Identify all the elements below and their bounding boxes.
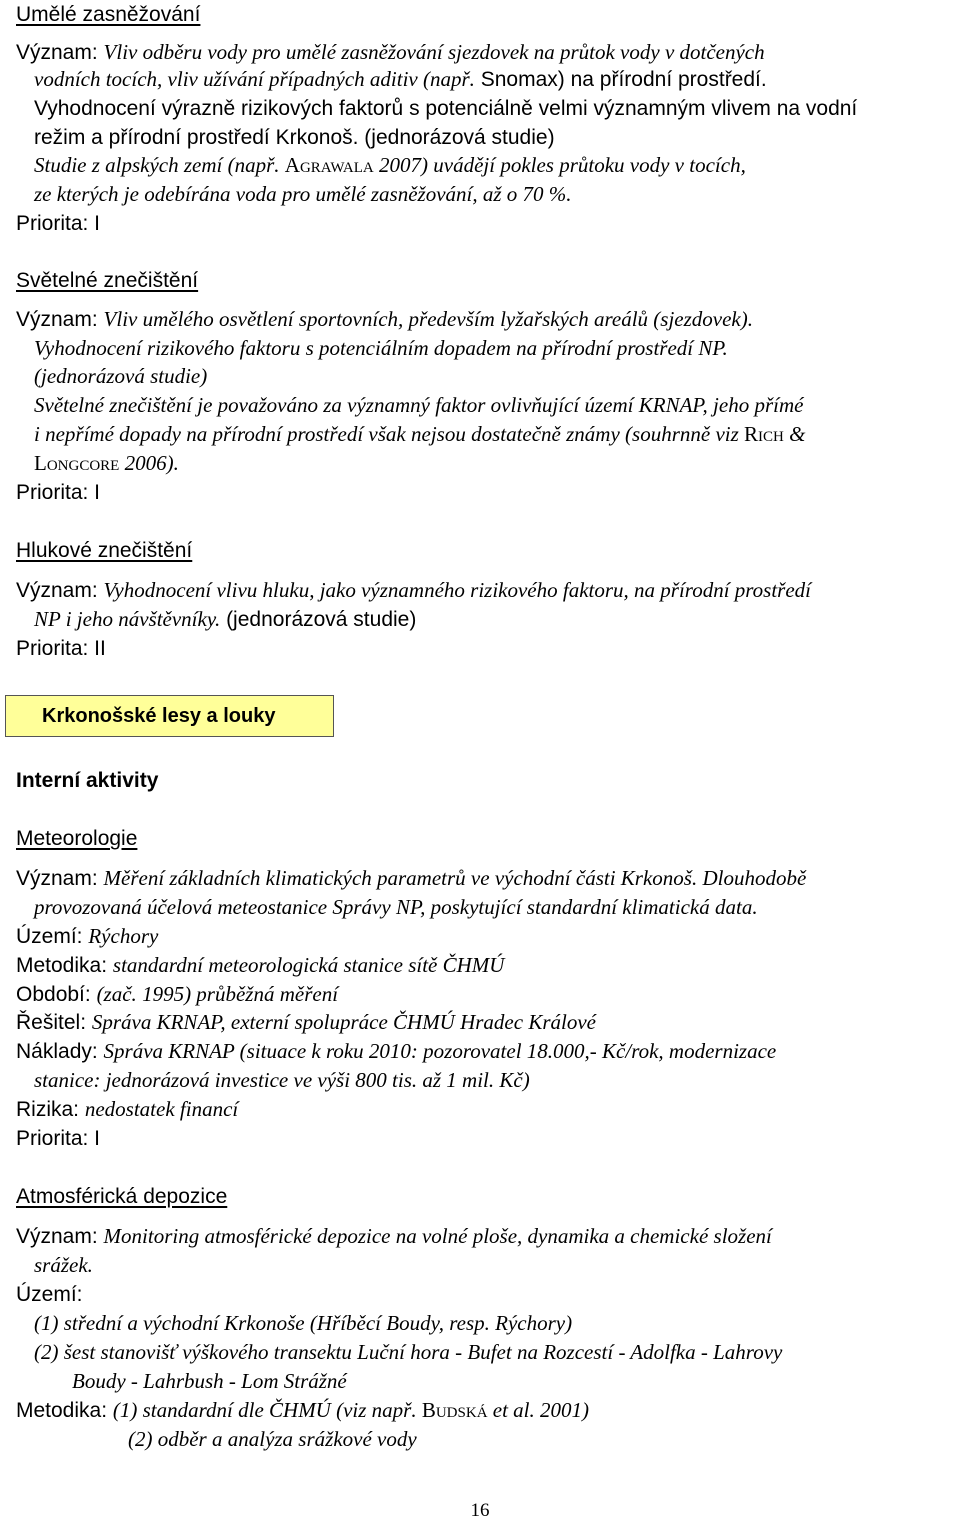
- light-eval-line-1: Vyhodnocení rizikového faktoru s potenciálním dopadem na přírodní prostředí NP.: [34, 336, 728, 360]
- deposition-meaning-line-2: srážek.: [34, 1253, 93, 1277]
- deposition-meaning-line-1: Význam: Monitoring atmosférické depozice na volné ploše, dynamika a chemické složení: [16, 1224, 772, 1248]
- snowmaking-eval-line-1: Vyhodnocení výrazně rizikových faktorů s potenciálně velmi významným vlivem na vodní: [34, 97, 858, 120]
- deposition-territory-1: (1) střední a východní Krkonoše (Hříběcí Boudy, resp. Rýchory): [34, 1311, 573, 1335]
- snowmaking-eval-line-2: režim a přírodní prostředí Krkonoš. (jednorázová studie): [34, 126, 555, 149]
- light-text-line-1: Světelné znečištění je považováno za významný faktor ovlivňující území KRNAP, jeho přímé: [34, 393, 804, 417]
- meteo-period: Období: (zač. 1995) průběžná měření: [16, 982, 339, 1006]
- meteo-territory: Území: Rýchory: [16, 924, 159, 948]
- internal-activities-heading: Interní aktivity: [16, 769, 159, 792]
- snowmaking-study-line-1: Studie z alpských zemí (např. Agrawala 2007) uvádějí pokles průtoku vody v tocích,: [34, 153, 746, 177]
- deposition-methodology-2: (2) odběr a analýza srážkové vody: [128, 1427, 417, 1451]
- light-text-line-2: i nepřímé dopady na přírodní prostředí však nejsou dostatečně známy (souhrnně viz Rich &: [34, 422, 806, 446]
- meteo-solver: Řešitel: Správa KRNAP, externí spolupráce ČHMÚ Hradec Králové: [16, 1010, 596, 1034]
- section-heading-noise-pollution: Hlukové znečištění: [16, 539, 193, 562]
- snowmaking-meaning-line-2: vodních tocích, vliv užívání případných aditiv (např. Snomax) na přírodní prostředí.: [34, 67, 767, 91]
- deposition-territory-label: Území:: [16, 1283, 83, 1306]
- section-heading-atmospheric-deposition: Atmosférická depozice: [16, 1185, 228, 1208]
- noise-priority: Priorita: II: [16, 637, 106, 660]
- light-meaning-line-1: Význam: Vliv umělého osvětlení sportovních, především lyžařských areálů (sjezdovek).: [16, 307, 753, 331]
- light-eval-line-2: (jednorázová studie): [34, 364, 208, 388]
- meteo-meaning-line-2: provozovaná účelová meteostanice Správy NP, poskytující standardní klimatická data.: [34, 895, 758, 919]
- snowmaking-study-line-2: ze kterých je odebírána voda pro umělé zasněžování, až o 70 %.: [34, 182, 572, 206]
- deposition-territory-2-cont: Boudy - Lahrbush - Lom Strážné: [72, 1369, 347, 1393]
- deposition-methodology-1: Metodika: (1) standardní dle ČHMÚ (viz např. Budská et al. 2001): [16, 1398, 590, 1422]
- meteo-methodology: Metodika: standardní meteorologická stanice sítě ČHMÚ: [16, 953, 505, 977]
- light-priority: Priorita: I: [16, 481, 101, 504]
- noise-meaning-line-2: NP i jeho návštěvníky. (jednorázová studie): [34, 607, 417, 631]
- page-number: 16: [470, 1500, 490, 1521]
- meteo-priority: Priorita: I: [16, 1127, 101, 1150]
- section-heading-meteorology: Meteorologie: [16, 827, 138, 850]
- deposition-territory-2: (2) šest stanovišť výškového transektu Luční hora - Bufet na Rozcestí - Adolfka - Lahrovy: [34, 1340, 783, 1364]
- section-heading-light-pollution: Světelné znečištění: [16, 269, 199, 292]
- meteo-costs-line-2: stanice: jednorázová investice ve výši 800 tis. až 1 mil. Kč): [34, 1068, 530, 1092]
- noise-meaning-line-1: Význam: Vyhodnocení vlivu hluku, jako významného rizikového faktoru, na přírodní prostředí: [16, 578, 811, 602]
- category-banner: Krkonošské lesy a louky: [5, 695, 334, 737]
- meteo-costs-line-1: Náklady: Správa KRNAP (situace k roku 2010: pozorovatel 18.000,- Kč/rok, modernizace: [16, 1039, 777, 1063]
- meteo-meaning-line-1: Význam: Měření základních klimatických parametrů ve východní části Krkonoš. Dlouhodobě: [16, 866, 807, 890]
- light-text-line-3: Longcore 2006).: [34, 451, 179, 475]
- snowmaking-meaning-line-1: Význam: Vliv odběru vody pro umělé zasněžování sjezdovek na průtok vody v dotčených: [16, 40, 765, 64]
- meteo-risks: Rizika: nedostatek financí: [16, 1097, 239, 1121]
- snowmaking-priority: Priorita: I: [16, 212, 101, 235]
- section-heading-snowmaking: Umělé zasněžování: [16, 3, 201, 26]
